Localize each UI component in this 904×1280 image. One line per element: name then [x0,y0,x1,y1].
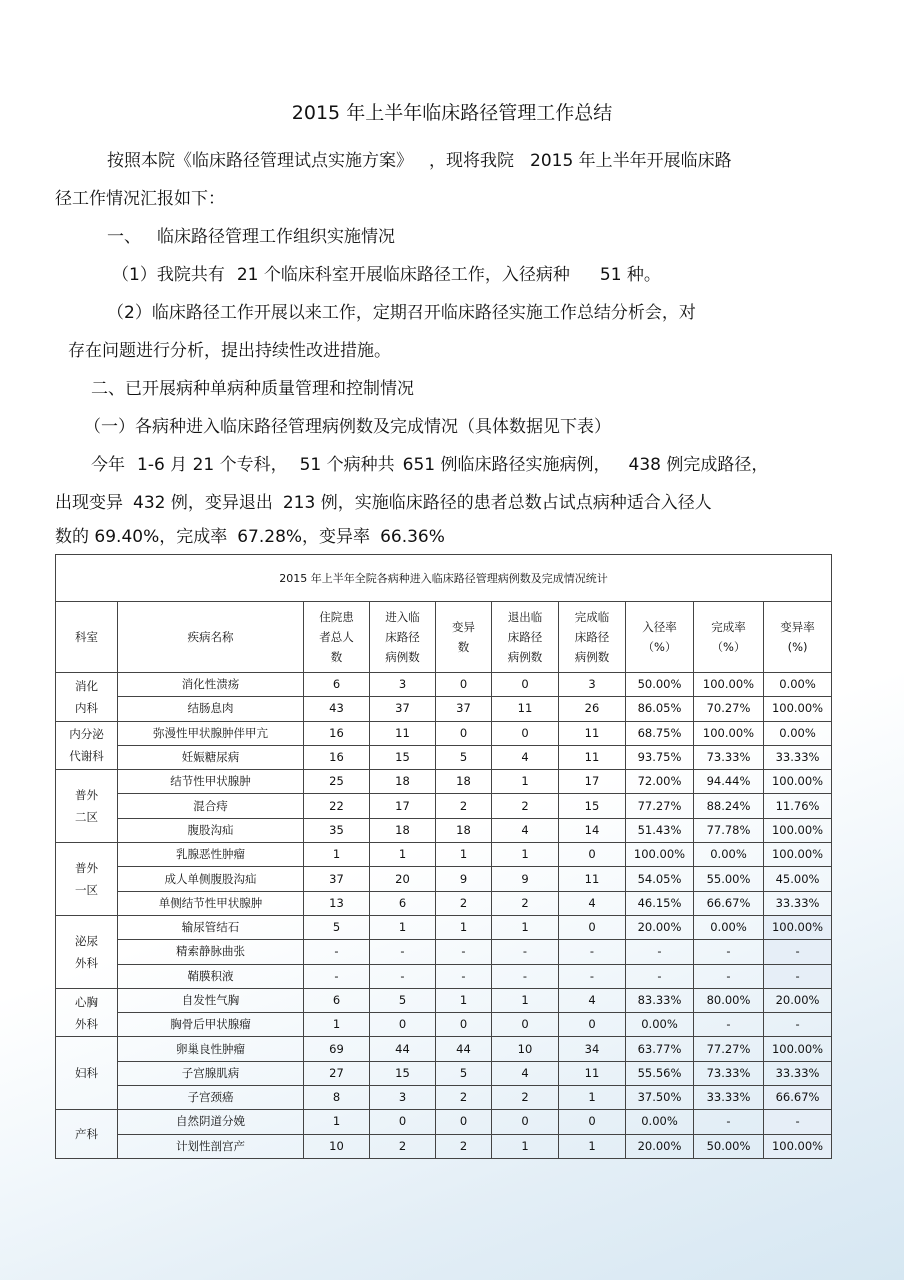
cell-entry-rate: 50.00% [626,673,694,697]
summary-k: 66.36% [380,527,445,547]
cell-variation: 1 [436,988,492,1012]
cell-completion-rate: - [694,1013,764,1037]
intro-text-b: ，现将我院 [429,151,514,171]
cell-completion-rate: 70.27% [694,697,764,721]
paragraph-summary-line3 [55,526,445,548]
cell-total: 37 [304,867,370,891]
cell-entry-rate: 0.00% [626,1013,694,1037]
cell-completed: 11 [559,745,626,769]
cell-entered: 18 [370,818,436,842]
cell-variation: 0 [436,1013,492,1037]
header-total [304,602,370,673]
dept-label: 内科 [75,700,98,715]
cell-completion-rate: 55.00% [694,867,764,891]
cell-entered: 3 [370,1086,436,1110]
table-row [56,1013,832,1037]
cell-total: 1 [304,1110,370,1134]
table-row [56,794,832,818]
dept-label: 代谢科 [69,749,104,764]
cell-entry-rate: 0.00% [626,1110,694,1134]
dept-cell [56,843,118,916]
cell-entered: 2 [370,1134,436,1158]
cell-completed: 11 [559,867,626,891]
cell-completed: 1 [559,1086,626,1110]
summary-d: 651 例临床路径实施病例， [402,455,611,475]
table-row [56,964,832,988]
cell-variation: 5 [436,745,492,769]
cell-completion-rate: 80.00% [694,988,764,1012]
paragraph-summary-line1 [91,454,768,476]
cell-entered: 44 [370,1037,436,1061]
header-variation [436,602,492,673]
summary-f: 出现变异 [55,493,123,513]
cell-disease: 单侧结节性甲状腺肿 [118,891,304,915]
dept-label: 二区 [75,810,98,825]
header-variation-rate [764,602,832,673]
cell-disease: 鞘膜积液 [118,964,304,988]
header-line: 变异 [452,620,475,634]
cell-variation: 0 [436,721,492,745]
header-line: （%） [642,640,677,654]
header-line: 退出临 [507,610,543,624]
dept-cell [56,1037,118,1110]
header-completion-rate [694,602,764,673]
summary-h: 213 例，实施临床路径的患者总数占试点病种适合入径人 [282,493,712,513]
cell-total: 35 [304,818,370,842]
header-line: 数 [457,640,470,654]
cell-exit: - [492,940,559,964]
dept-cell [56,673,118,722]
table-row [56,891,832,915]
cell-exit: 1 [492,988,559,1012]
dept-cell [56,915,118,988]
header-line: (%) [787,640,808,654]
cell-completion-rate: 88.24% [694,794,764,818]
cell-variation-rate: 66.67% [764,1086,832,1110]
cell-variation: - [436,964,492,988]
cell-total: 16 [304,721,370,745]
dept-label: 普外 [75,861,98,876]
paragraph-intro-line1 [107,150,732,172]
cell-entered: 3 [370,673,436,697]
header-line: 进入临 [385,610,420,624]
cell-variation-rate: 100.00% [764,770,832,794]
cell-variation-rate: 33.33% [764,1061,832,1085]
cell-disease: 卵巢良性肿瘤 [118,1037,304,1061]
cell-exit: 0 [492,673,559,697]
dept-label: 产科 [75,1127,98,1142]
header-line: 床路径 [574,630,610,644]
table-row [56,1110,832,1134]
cell-completion-rate: 94.44% [694,770,764,794]
cell-entered: 37 [370,697,436,721]
dept-cell [56,770,118,843]
cell-entry-rate: 77.27% [626,794,694,818]
cell-entry-rate: 37.50% [626,1086,694,1110]
cell-variation: 18 [436,818,492,842]
section-title: 临床路径管理工作组织实施情况 [157,227,395,247]
cell-completed: 17 [559,770,626,794]
cell-entered: - [370,940,436,964]
table-row [56,988,832,1012]
cell-variation-rate: 33.33% [764,891,832,915]
cell-entry-rate: 55.56% [626,1061,694,1085]
header-exit [492,602,559,673]
cell-variation: 2 [436,891,492,915]
cell-entered: 0 [370,1110,436,1134]
dept-label: 普外 [75,788,98,803]
cell-exit: - [492,964,559,988]
cell-disease: 胸骨后甲状腺瘤 [118,1013,304,1037]
dept-label: 消化 [75,678,98,693]
cell-entered: 15 [370,1061,436,1085]
cell-completed: 14 [559,818,626,842]
cell-variation: 44 [436,1037,492,1061]
cell-total: 27 [304,1061,370,1085]
summary-j: 67.28%，变异率 [237,527,371,547]
header-completed [559,602,626,673]
cell-variation: 5 [436,1061,492,1085]
cell-total: - [304,940,370,964]
cell-entered: 20 [370,867,436,891]
cell-exit: 4 [492,818,559,842]
cell-entered: 5 [370,988,436,1012]
cell-entered: 11 [370,721,436,745]
cell-disease: 混合痔 [118,794,304,818]
section-heading-1 [107,226,395,248]
item-1-text-b: 21 个临床科室开展临床路径工作，入径病种 [236,265,570,285]
cell-total: 5 [304,915,370,939]
cell-variation: 0 [436,673,492,697]
cell-variation: 2 [436,1086,492,1110]
cell-completed: 1 [559,1134,626,1158]
section-heading-2: 二、已开展病种单病种质量管理和控制情况 [91,379,414,399]
table-row [56,915,832,939]
cell-completion-rate: 100.00% [694,673,764,697]
cell-completion-rate: 100.00% [694,721,764,745]
cell-variation-rate: 45.00% [764,867,832,891]
cell-completion-rate: - [694,1110,764,1134]
cell-disease: 结节性甲状腺肿 [118,770,304,794]
cell-entry-rate: 63.77% [626,1037,694,1061]
item-2-line1: （2）临床路径工作开展以来工作，定期召开临床路径实施工作总结分析会，对 [107,303,696,323]
intro-text-a: 按照本院《临床路径管理试点实施方案》 [107,151,413,171]
cell-total: 6 [304,988,370,1012]
cell-exit: 4 [492,1061,559,1085]
cell-exit: 1 [492,915,559,939]
header-line: 病例数 [574,650,610,664]
cell-exit: 1 [492,770,559,794]
header-line: 完成率 [711,620,746,634]
header-entered [370,602,436,673]
item-1-text-a: （1）我院共有 [112,265,225,285]
cell-disease: 腹股沟疝 [118,818,304,842]
cell-entered: 17 [370,794,436,818]
cell-variation-rate: - [764,1013,832,1037]
header-line: 入径率 [642,620,677,634]
table-row [56,1037,832,1061]
section-number: 一、 [107,227,141,247]
cell-variation-rate: - [764,1110,832,1134]
cell-exit: 11 [492,697,559,721]
cell-completed: - [559,940,626,964]
dept-cell [56,721,118,770]
header-line: 变异率 [780,620,815,634]
cell-disease: 妊娠糖尿病 [118,745,304,769]
cell-disease: 自然阴道分娩 [118,1110,304,1134]
cell-disease: 消化性溃疡 [118,673,304,697]
page-title: 2015 年上半年临床路径管理工作总结 [291,102,613,124]
header-disease: 疾病名称 [118,602,304,673]
table-row [56,697,832,721]
cell-exit: 4 [492,745,559,769]
cell-variation-rate: 0.00% [764,721,832,745]
cell-entered: 15 [370,745,436,769]
header-line: 数 [330,650,343,664]
table-row [56,867,832,891]
cell-total: 10 [304,1134,370,1158]
cell-completed: 34 [559,1037,626,1061]
cell-total: 22 [304,794,370,818]
dept-label: 妇科 [75,1066,98,1081]
cell-completion-rate: 73.33% [694,1061,764,1085]
cell-entry-rate: - [626,964,694,988]
header-line: 床路径 [385,630,420,644]
cell-completed: 0 [559,843,626,867]
summary-b: 1-6 月 21 个专科， [137,455,288,475]
dept-label: 心胸 [75,994,98,1009]
cell-total: 1 [304,1013,370,1037]
cell-entered: 0 [370,1013,436,1037]
table-row [56,745,832,769]
cell-total: 25 [304,770,370,794]
cell-total: 69 [304,1037,370,1061]
cell-variation-rate: 20.00% [764,988,832,1012]
cell-disease: 乳腺恶性肿瘤 [118,843,304,867]
header-dept: 科室 [56,602,118,673]
cell-disease: 子宫腺肌病 [118,1061,304,1085]
dept-label: 外科 [75,1016,98,1031]
cell-disease: 弥漫性甲状腺肿伴甲亢 [118,721,304,745]
cell-entry-rate: 51.43% [626,818,694,842]
cell-completed: 4 [559,891,626,915]
cell-exit: 1 [492,1134,559,1158]
paragraph-intro-line2: 径工作情况汇报如下： [55,189,225,209]
cell-variation: 1 [436,843,492,867]
cell-total: 8 [304,1086,370,1110]
cell-variation-rate: 100.00% [764,843,832,867]
table-header-row [56,602,832,673]
table-row [56,940,832,964]
summary-e: 438 例完成路径， [628,455,769,475]
cell-entry-rate: 83.33% [626,988,694,1012]
cell-completed: 26 [559,697,626,721]
item-2-line2: 存在问题进行分析，提出持续性改进措施。 [68,341,391,361]
summary-c: 51 个病种共 [299,455,395,475]
cell-completion-rate: 0.00% [694,915,764,939]
cell-completed: 15 [559,794,626,818]
cell-variation-rate: 11.76% [764,794,832,818]
cell-exit: 9 [492,867,559,891]
cell-completed: 4 [559,988,626,1012]
cell-exit: 10 [492,1037,559,1061]
dept-label: 内分泌 [69,727,104,742]
summary-g: 432 例，变异退出 [133,493,273,513]
cell-entered: - [370,964,436,988]
cell-entered: 1 [370,915,436,939]
cell-disease: 自发性气胸 [118,988,304,1012]
cell-variation: - [436,940,492,964]
cell-variation: 0 [436,1110,492,1134]
cell-exit: 0 [492,721,559,745]
cell-exit: 0 [492,1110,559,1134]
cell-exit: 2 [492,794,559,818]
summary-a: 今年 [91,455,125,475]
item-1-text-c: 51 种。 [599,265,661,285]
intro-text-c: 2015 年上半年开展临床路 [530,151,732,171]
cell-entry-rate: 72.00% [626,770,694,794]
cell-disease: 子宫颈癌 [118,1086,304,1110]
header-entry-rate [626,602,694,673]
cell-disease: 计划性剖宫产 [118,1134,304,1158]
header-line: 病例数 [385,650,420,664]
cell-completion-rate: 77.78% [694,818,764,842]
cell-entered: 1 [370,843,436,867]
cell-variation: 1 [436,915,492,939]
cell-completion-rate: 77.27% [694,1037,764,1061]
cell-entry-rate: 54.05% [626,867,694,891]
subsection-heading: （一）各病种进入临床路径管理病例数及完成情况（具体数据见下表） [84,417,611,437]
header-line: 床路径 [507,630,543,644]
header-line: 完成临 [574,610,610,624]
cell-variation-rate: 100.00% [764,697,832,721]
cell-completed: 3 [559,673,626,697]
cell-completed: 0 [559,1013,626,1037]
cell-variation: 37 [436,697,492,721]
cell-exit: 2 [492,891,559,915]
cell-completed: - [559,964,626,988]
cell-variation-rate: - [764,964,832,988]
cell-exit: 1 [492,843,559,867]
cell-completion-rate: 50.00% [694,1134,764,1158]
cell-variation-rate: - [764,940,832,964]
cell-total: - [304,964,370,988]
cell-total: 43 [304,697,370,721]
cell-variation: 18 [436,770,492,794]
table-row [56,721,832,745]
paragraph-summary-line2 [55,492,712,514]
cell-disease: 结肠息肉 [118,697,304,721]
cell-variation-rate: 0.00% [764,673,832,697]
cell-completion-rate: 73.33% [694,745,764,769]
cell-variation-rate: 100.00% [764,818,832,842]
cell-completed: 0 [559,915,626,939]
table-row [56,1086,832,1110]
table-row [56,770,832,794]
cell-entered: 18 [370,770,436,794]
table-caption: 2015 年上半年全院各病种进入临床路径管理病例数及完成情况统计 [56,555,832,602]
header-line: 病例数 [507,650,543,664]
cell-variation-rate: 33.33% [764,745,832,769]
header-line: 者总人 [319,630,354,644]
table-row [56,673,832,697]
cell-exit: 2 [492,1086,559,1110]
cell-completed: 11 [559,721,626,745]
cell-entry-rate: 46.15% [626,891,694,915]
cell-completion-rate: - [694,964,764,988]
cell-completed: 11 [559,1061,626,1085]
item-1 [112,264,661,286]
dept-label: 一区 [75,883,98,898]
cell-variation: 9 [436,867,492,891]
cell-completion-rate: 33.33% [694,1086,764,1110]
cell-total: 1 [304,843,370,867]
cell-variation: 2 [436,1134,492,1158]
table-row [56,1061,832,1085]
cell-entry-rate: - [626,940,694,964]
cell-variation-rate: 100.00% [764,1134,832,1158]
cell-total: 13 [304,891,370,915]
cell-completion-rate: 66.67% [694,891,764,915]
cell-completion-rate: 0.00% [694,843,764,867]
cell-disease: 成人单侧腹股沟疝 [118,867,304,891]
cell-exit: 0 [492,1013,559,1037]
summary-i: 数的 69.40%，完成率 [55,527,228,547]
cell-entry-rate: 20.00% [626,1134,694,1158]
table-row [56,1134,832,1158]
header-line: 住院患 [319,610,354,624]
cell-entry-rate: 20.00% [626,915,694,939]
cell-disease: 精索静脉曲张 [118,940,304,964]
cell-total: 6 [304,673,370,697]
cell-variation-rate: 100.00% [764,915,832,939]
cell-entered: 6 [370,891,436,915]
cell-entry-rate: 93.75% [626,745,694,769]
cell-variation-rate: 100.00% [764,1037,832,1061]
table-row [56,818,832,842]
cell-completed: 0 [559,1110,626,1134]
cell-disease: 输尿管结石 [118,915,304,939]
header-line: （%） [711,640,746,654]
dept-label: 外科 [75,955,98,970]
dept-label: 泌尿 [75,933,98,948]
statistics-table [55,554,832,1159]
cell-entry-rate: 86.05% [626,697,694,721]
table-row [56,843,832,867]
cell-entry-rate: 68.75% [626,721,694,745]
cell-total: 16 [304,745,370,769]
cell-variation: 2 [436,794,492,818]
dept-cell [56,988,118,1037]
cell-entry-rate: 100.00% [626,843,694,867]
cell-completion-rate: - [694,940,764,964]
dept-cell [56,1110,118,1159]
